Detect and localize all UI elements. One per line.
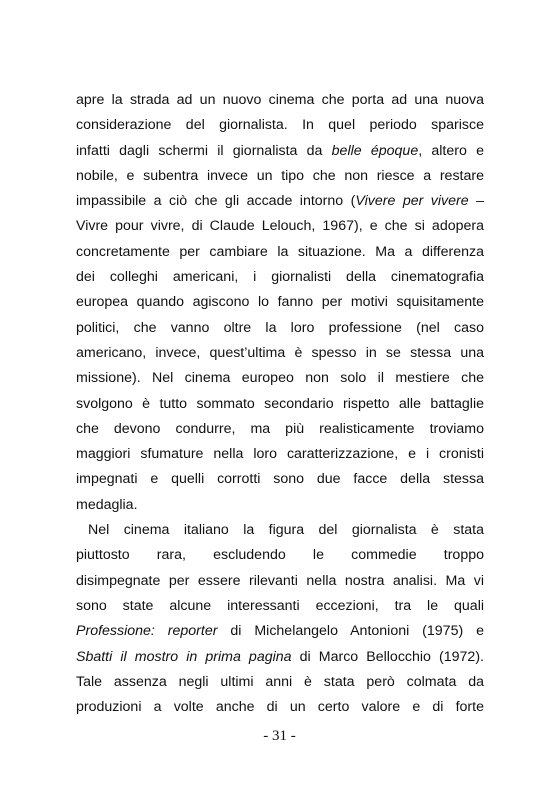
text-run: Tale assenza negli ultimi anni è stata però colmata da [76,673,484,690]
text-run: disimpegnate per essere rilevanti nella nostra analisi. Ma vi [76,572,484,589]
text-line [76,366,484,391]
text-run: considerazione del giornalista. In quel periodo sparisce [76,117,484,134]
text-run: impegnati e quelli corrotti sono due facce della stessa [76,471,484,488]
text-run: , altero e [418,142,484,159]
text-run: americano, invece, quest’ultima è spesso in se stessa una [76,344,484,361]
text-line [76,240,484,265]
text-run: Nel cinema italiano la figura del giornalista è stata [88,522,484,539]
text-run: europea quando agiscono lo fanno per motivi squisitamente [76,294,484,311]
text-run: piuttosto rara, escludendo le commedie troppo [76,547,484,564]
text-line [76,113,484,138]
text-line [76,442,484,467]
film-title: Sbatti il mostro in prima pagina [76,648,292,665]
text-run: impassibile a ciò che gli accade intorno ( [76,193,356,210]
text-line [76,645,484,670]
text-line [76,417,484,442]
film-title: Vivere per vivere [355,193,469,210]
text-run: infatti dagli schermi il giornalista da [76,142,332,159]
text-run: medaglia. [76,496,138,513]
text-line [76,139,484,164]
text-run: dei colleghi americani, i giornalisti della cinematografia [76,269,484,286]
text-line [76,189,484,214]
page-number: - 31 - [263,728,296,744]
text-line [76,265,484,290]
text-run: politici, che vanno oltre la loro professione (nel caso [76,319,484,336]
text-line [76,695,484,720]
text-line [76,88,484,113]
text-line [76,392,484,417]
body-text [76,88,484,720]
text-line [76,214,484,239]
text-line [76,290,484,315]
text-run: missione). Nel cinema europeo non solo il mestiere che [76,370,484,387]
text-run: di Marco Bellocchio (1972). [291,648,484,665]
film-title: Professione: reporter [76,623,218,640]
text-line [76,518,484,543]
italic-term: belle époque [331,142,419,159]
text-line [76,619,484,644]
text-line [76,164,484,189]
text-run: apre la strada ad un nuovo cinema che porta ad una nuova [76,92,484,108]
text-run: Vivre pour vivre, di Claude Lelouch, 1967), e che si adopera [76,218,484,235]
text-run: di Michelangelo Antonioni (1975) e [217,623,484,640]
text-run: maggiori sfumature nella loro caratterizzazione, e i cronisti [76,446,484,463]
text-line [76,316,484,341]
text-run: concretamente per cambiare la situazione. Ma a differenza [76,243,484,260]
text-line [76,594,484,619]
text-line [76,569,484,594]
text-line [76,670,484,695]
text-run: produzioni a volte anche di un certo valore e di forte [76,699,484,716]
text-line [76,341,484,366]
paragraph-1 [76,88,484,518]
text-run: svolgono è tutto sommato secondario rispetto alle battaglie [76,395,484,412]
text-run: nobile, e subentra invece un tipo che non riesce a restare [76,167,484,184]
text-run: – [468,193,484,210]
text-run: che devono condurre, ma più realisticamente troviamo [76,420,484,437]
text-line [76,543,484,568]
text-line [76,467,484,492]
text-run: sono state alcune interessanti eccezioni, tra le quali [76,597,484,614]
text-line [76,493,484,518]
paragraph-2 [76,518,484,720]
